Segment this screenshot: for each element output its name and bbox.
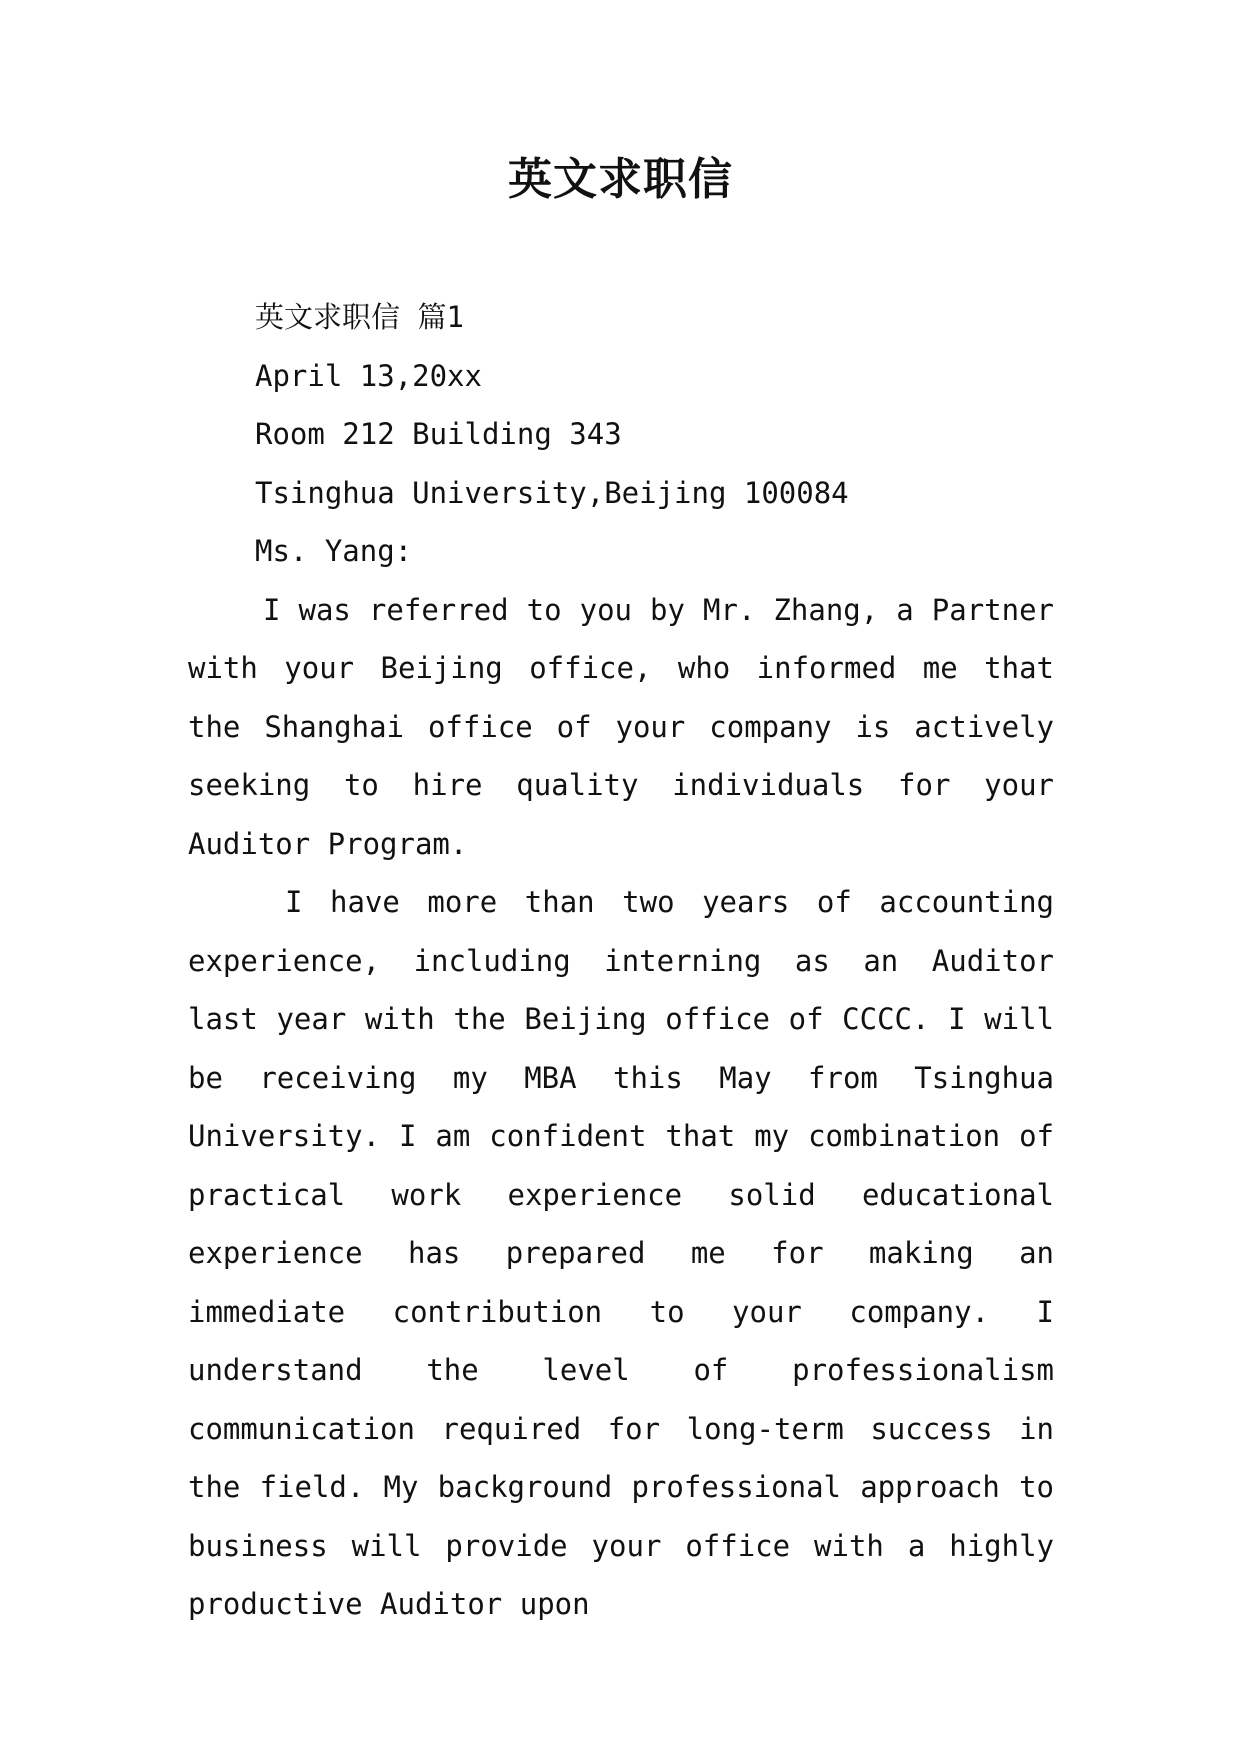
paragraph-1: I was referred to you by Mr. Zhang, a Partner with your Beijing office, who informed me that the Shanghai office of your company is actively seeking to hire quality individuals for your Auditor Program. xyxy=(188,592,1054,861)
letter-body xyxy=(188,288,1054,1634)
section-heading: 英文求职信 篇1 xyxy=(255,300,464,334)
salutation: Ms. Yang: xyxy=(255,534,413,568)
document-title: 英文求职信 xyxy=(508,154,733,205)
address-line-1: Room 212 Building 343 xyxy=(255,417,622,451)
address-line-2: Tsinghua University,Beijing 100084 xyxy=(255,475,849,510)
letter-date: April 13,20xx xyxy=(255,358,482,393)
paragraph-2: I have more than two years of accounting experience, including interning as an Auditor last year with the Beijing office of CCCC. I will be receiving my MBA this May from Tsinghua University. I am confident that my combination of practical work experience solid educational experience has prepared me for making an immediate contribution to your company. I understand the level of professionalism communication required for long-term success in the field. My background professional approach to business will provide your office with a highly productive Auditor upon xyxy=(188,885,1054,1621)
